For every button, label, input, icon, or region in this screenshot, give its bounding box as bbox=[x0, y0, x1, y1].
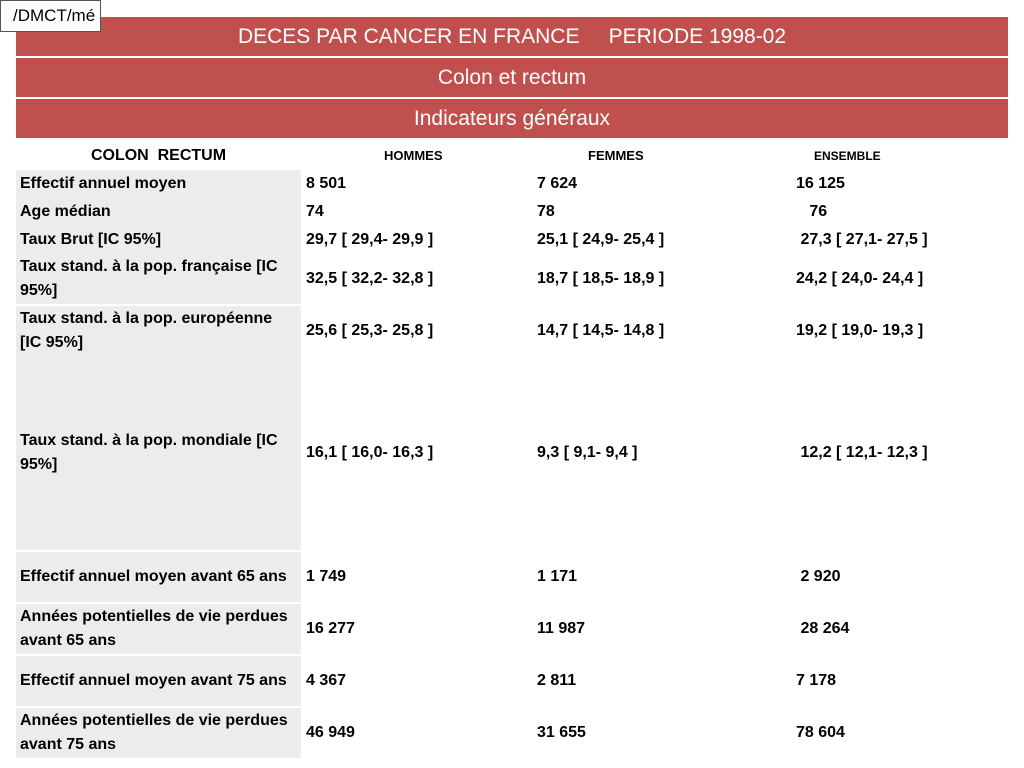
table-row bbox=[16, 356, 1008, 550]
row-label: Taux stand. à la pop. mondiale [IC 95%] bbox=[16, 356, 301, 550]
value-hommes: 74 bbox=[306, 203, 324, 220]
column-header-hommes: HOMMES bbox=[384, 148, 443, 163]
value-ensemble: 76 bbox=[796, 203, 828, 220]
row-label: Années potentielles de vie perdues avant 65 ans bbox=[16, 604, 301, 654]
value-femmes: 18,7 [ 18,5- 18,9 ] bbox=[537, 270, 665, 287]
column-header-femmes: FEMMES bbox=[588, 148, 644, 163]
value-ensemble: 7 178 bbox=[796, 672, 837, 689]
value-hommes: 46 949 bbox=[306, 724, 355, 741]
value-femmes: 11 987 bbox=[537, 620, 586, 637]
value-ensemble: 2 920 bbox=[796, 568, 841, 585]
table-row bbox=[16, 306, 1008, 356]
row-label: Taux stand. à la pop. européenne [IC 95%] bbox=[16, 306, 301, 356]
value-femmes: 1 171 bbox=[537, 568, 578, 585]
column-header-site: COLON RECTUM bbox=[90, 147, 227, 164]
row-label: Effectif annuel moyen avant 65 ans bbox=[16, 552, 301, 602]
value-ensemble: 12,2 [ 12,1- 12,3 ] bbox=[796, 444, 928, 461]
value-ensemble: 16 125 bbox=[796, 175, 845, 192]
row-label: Taux stand. à la pop. française [IC 95%] bbox=[16, 254, 301, 304]
value-ensemble: 78 604 bbox=[796, 724, 845, 741]
column-header-ensemble: ENSEMBLE bbox=[814, 149, 881, 163]
value-femmes: 31 655 bbox=[537, 724, 586, 741]
cancer-site-subtitle: Colon et rectum bbox=[16, 58, 1008, 97]
value-femmes: 25,1 [ 24,9- 25,4 ] bbox=[537, 231, 665, 248]
value-hommes: 32,5 [ 32,2- 32,8 ] bbox=[306, 270, 434, 287]
table-row bbox=[16, 198, 1008, 226]
page-title: DECES PAR CANCER EN FRANCE PERIODE 1998-02 bbox=[16, 17, 1008, 56]
value-ensemble: 19,2 [ 19,0- 19,3 ] bbox=[796, 322, 924, 339]
value-hommes: 16 277 bbox=[306, 620, 355, 637]
table-row bbox=[16, 656, 1008, 706]
value-femmes: 7 624 bbox=[537, 175, 578, 192]
table-row bbox=[16, 226, 1008, 254]
value-femmes: 78 bbox=[537, 203, 555, 220]
value-femmes: 2 811 bbox=[537, 672, 577, 689]
row-label: Années potentielles de vie perdues avant 75 ans bbox=[16, 708, 301, 758]
section-heading: Indicateurs généraux bbox=[16, 99, 1008, 138]
table-row bbox=[16, 254, 1008, 304]
value-hommes: 4 367 bbox=[306, 672, 347, 689]
value-ensemble: 24,2 [ 24,0- 24,4 ] bbox=[796, 270, 924, 287]
value-ensemble: 27,3 [ 27,1- 27,5 ] bbox=[796, 231, 928, 248]
value-ensemble: 28 264 bbox=[796, 620, 850, 637]
path-field[interactable]: /DMCT/mé bbox=[0, 0, 101, 32]
value-hommes: 1 749 bbox=[306, 568, 347, 585]
row-label: Age médian bbox=[16, 198, 301, 226]
value-hommes: 29,7 [ 29,4- 29,9 ] bbox=[306, 231, 434, 248]
row-label: Effectif annuel moyen bbox=[16, 170, 301, 198]
value-hommes: 16,1 [ 16,0- 16,3 ] bbox=[306, 444, 434, 461]
value-hommes: 25,6 [ 25,3- 25,8 ] bbox=[306, 322, 434, 339]
row-label: Effectif annuel moyen avant 75 ans bbox=[16, 656, 301, 706]
row-label: Taux Brut [IC 95%] bbox=[16, 226, 301, 254]
table-row bbox=[16, 604, 1008, 654]
table-row bbox=[16, 552, 1008, 602]
value-femmes: 9,3 [ 9,1- 9,4 ] bbox=[537, 444, 638, 461]
value-femmes: 14,7 [ 14,5- 14,8 ] bbox=[537, 322, 665, 339]
table-row bbox=[16, 708, 1008, 758]
value-hommes: 8 501 bbox=[306, 175, 347, 192]
table-row bbox=[16, 170, 1008, 198]
